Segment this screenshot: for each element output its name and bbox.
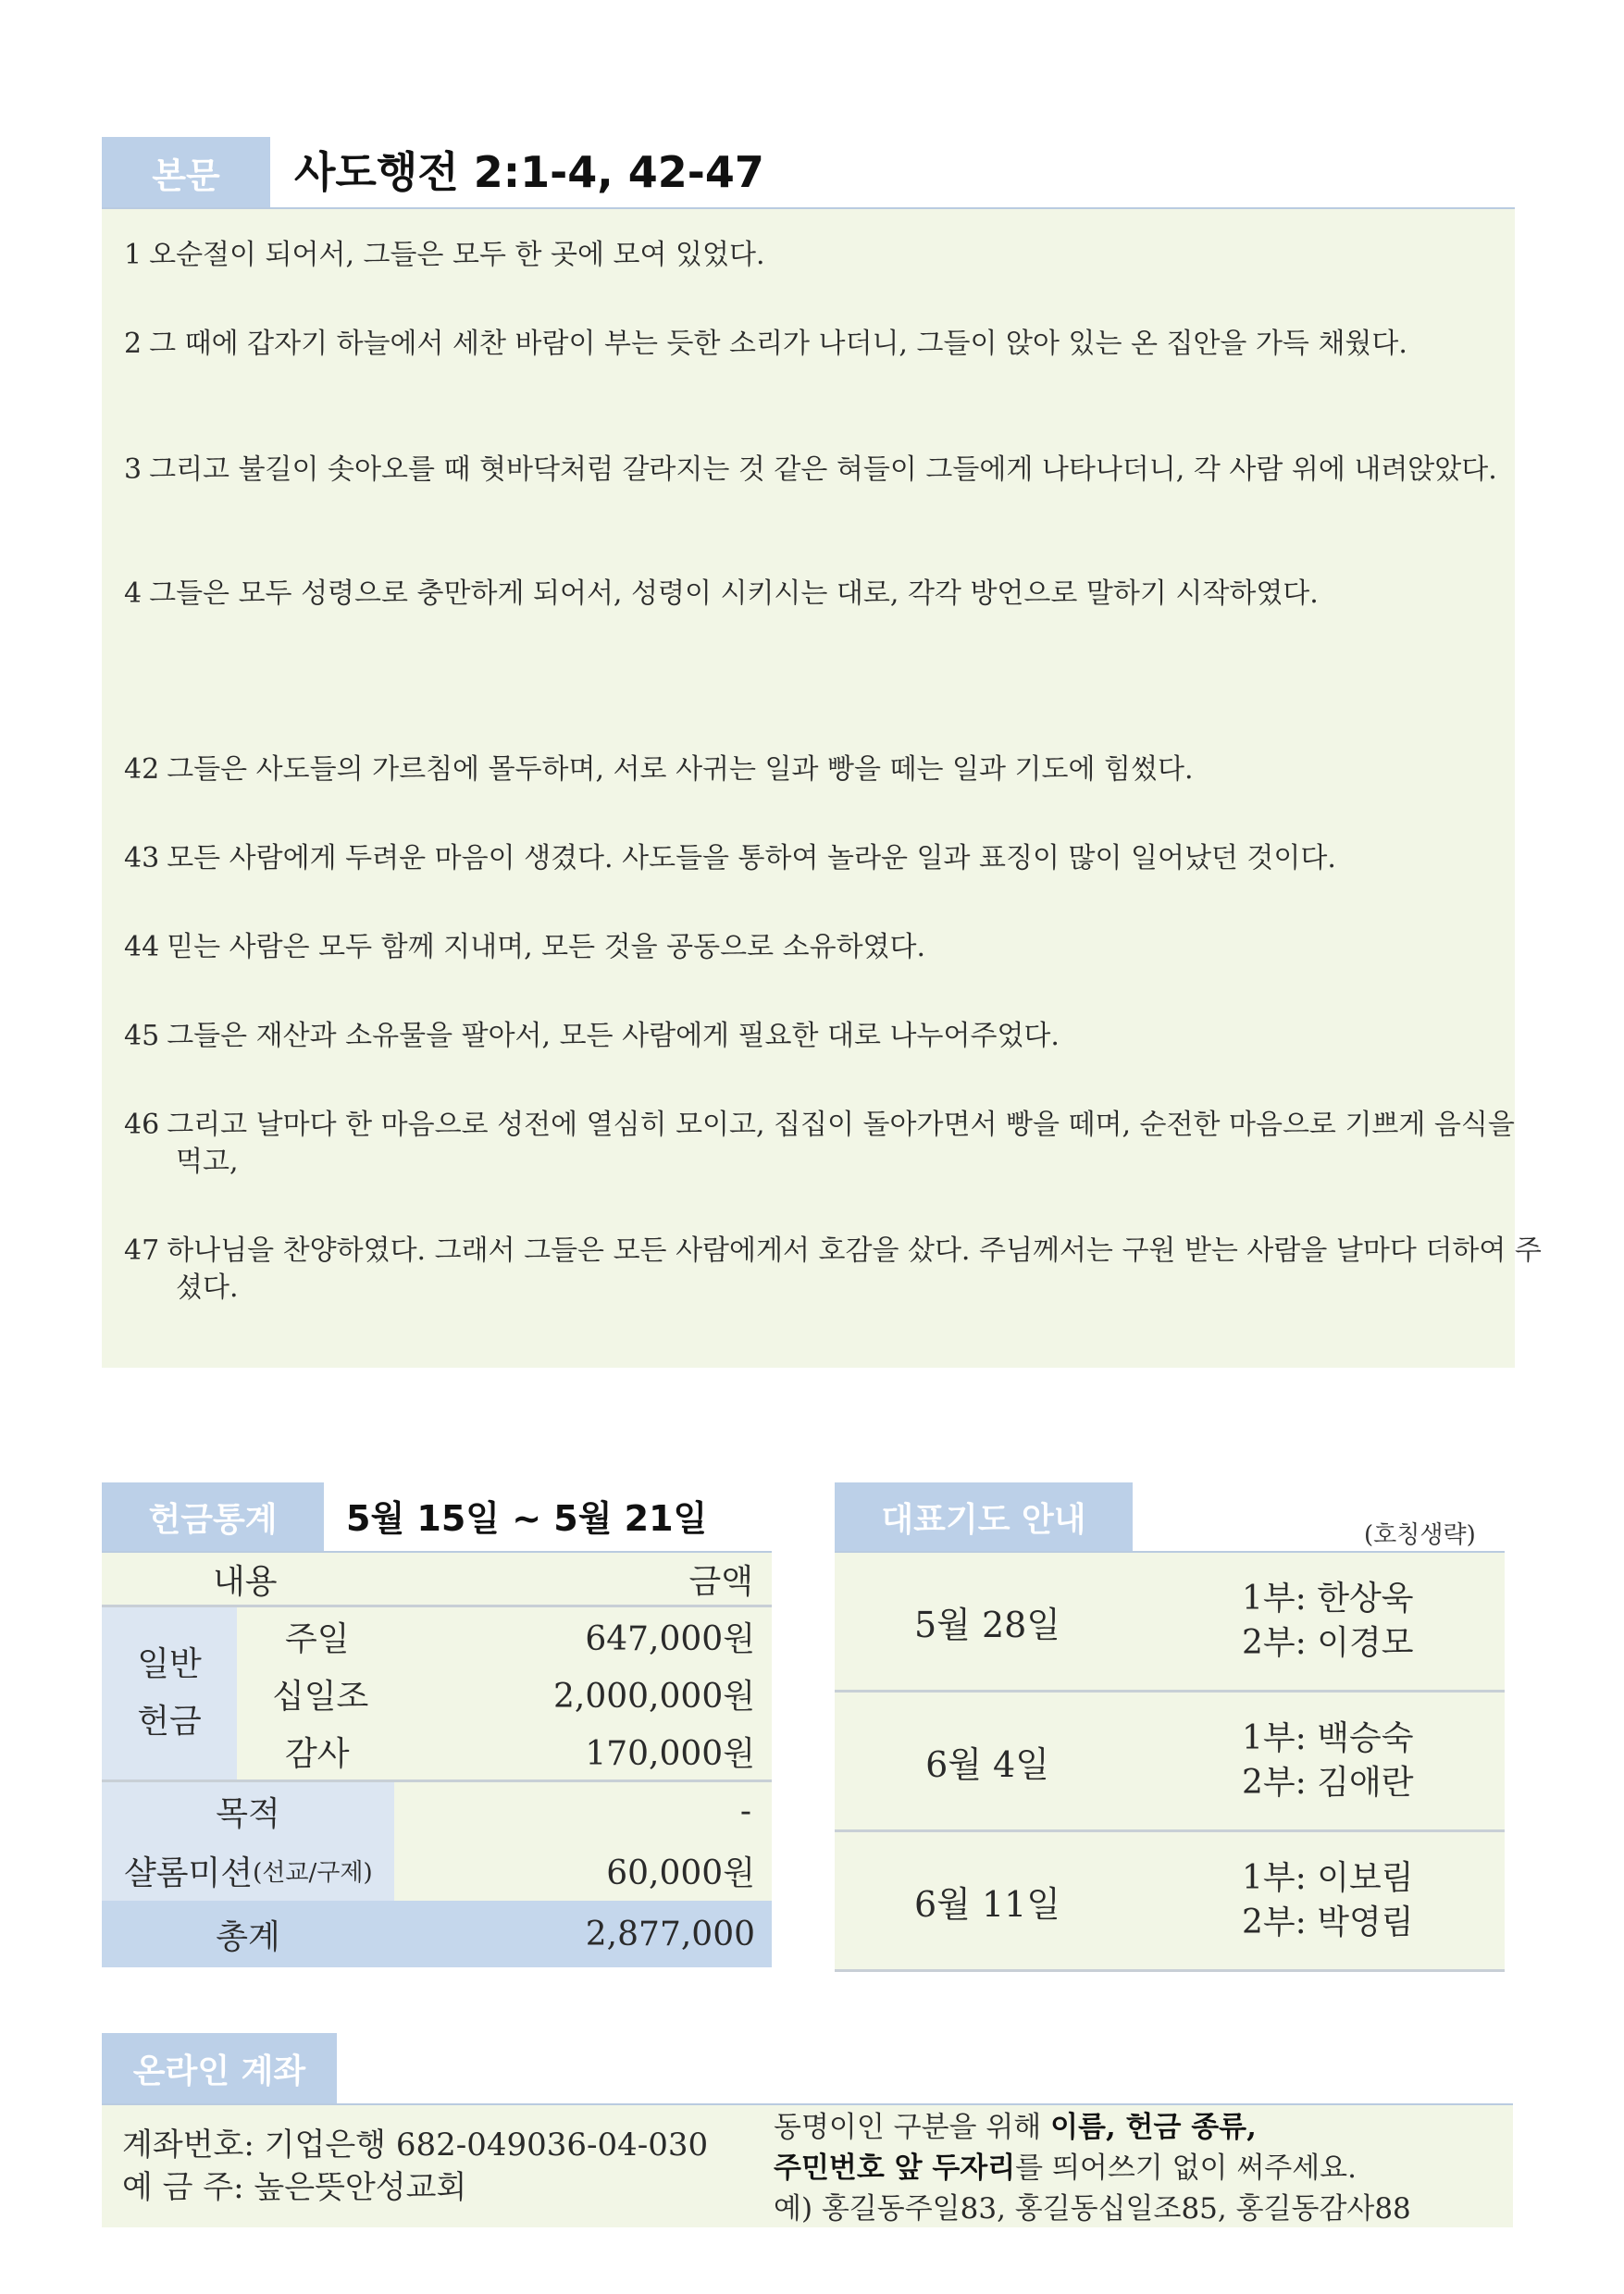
scripture-reference: 사도행전 2:1-4, 42-47 [294, 147, 764, 197]
general-offering-label: 일반 헌금 [102, 1607, 237, 1779]
prayer-tag: 대표기도 안내 [835, 1482, 1133, 1551]
verse: 46 그리고 날마다 한 마음으로 성전에 열심히 모이고, 집집이 돌아가면서 빵을 떼며, 순전한 마음으로 기쁘게 음식을 먹고, [124, 1109, 1515, 1178]
account-note-line: 주민번호 앞 두자리를 띄어쓰기 없이 써주세요. [774, 2151, 1357, 2185]
table-row: 십일조 2,000,000원 [272, 1677, 755, 1716]
verse: 1 오순절이 되어서, 그들은 모두 한 곳에 모여 있었다. [124, 239, 765, 271]
verse: 47 하나님을 찬양하였다. 그래서 그들은 모든 사람에게서 호감을 샀다. 주님께서는 구원 받는 사람을 날마다 더하여 주셨다. [124, 1234, 1542, 1304]
table-row: 샬롬미션 (선교/구제) 60,000원 [124, 1854, 755, 1892]
offering-period: 5월 15일 ~ 5월 21일 [346, 1498, 708, 1539]
table-row: 주일 647,000원 [285, 1619, 755, 1658]
header-item: 내용 [213, 1562, 278, 1601]
verse: 3 그리고 불길이 솟아오를 때 혓바닥처럼 갈라지는 것 같은 혀들이 그들에게 나타나더니, 각 사람 위에 내려앉았다. [124, 453, 1497, 486]
table-row: 목적 - [216, 1792, 751, 1833]
account-number: 계좌번호: 기업은행 682-049036-04-030 [122, 2127, 709, 2164]
total-row: 총계 2,877,000 [102, 1901, 772, 1967]
prayer-note: (호칭생략) [1364, 1521, 1476, 1549]
prayer-row: 5월 28일 1부: 한상욱 2부: 이경모 [835, 1553, 1505, 1693]
verse: 44 믿는 사람은 모두 함께 지내며, 모든 것을 공동으로 소유하였다. [124, 931, 926, 963]
table-row: 감사 170,000원 [285, 1734, 755, 1773]
account-box [102, 2103, 1513, 2227]
account-holder: 예 금 주: 높은뜻안성교회 [122, 2169, 467, 2206]
purpose-offering-block [102, 1782, 772, 1901]
account-note-line: 동명이인 구분을 위해 이름, 헌금 종류, [774, 2111, 1257, 2144]
verse: 43 모든 사람에게 두려운 마음이 생겼다. 사도들을 통하여 놀라운 일과 표징이 많이 일어났던 것이다. [124, 842, 1336, 874]
offering-tag: 헌금통계 [102, 1482, 324, 1551]
prayer-table [835, 1551, 1505, 1971]
verse: 45 그들은 재산과 소유물을 팔아서, 모든 사람에게 필요한 대로 나누어주었다. [124, 1020, 1060, 1052]
verse: 4 그들은 모두 성령으로 충만하게 되어서, 성령이 시키시는 대로, 각각 방언으로 말하기 시작하였다. [124, 577, 1319, 610]
general-offering-block [102, 1607, 772, 1782]
offering-header-row [102, 1551, 772, 1607]
scripture-box [102, 207, 1542, 1368]
prayer-row: 6월 4일 1부: 백승숙 2부: 김애란 [835, 1693, 1505, 1832]
scripture-tag: 본문 [102, 137, 270, 207]
account-note-example: 예) 홍길동주일83, 홍길동십일조85, 홍길동감사88 [774, 2192, 1411, 2226]
verse: 42 그들은 사도들의 가르침에 몰두하며, 서로 사귀는 일과 빵을 떼는 일과 기도에 힘썼다. [124, 753, 1194, 786]
verse: 2 그 때에 갑자기 하늘에서 세찬 바람이 부는 듯한 소리가 나더니, 그들이 앉아 있는 온 집안을 가득 채웠다. [124, 328, 1407, 360]
header-amount: 금액 [688, 1562, 753, 1601]
prayer-row: 6월 11일 1부: 이보림 2부: 박영림 [835, 1832, 1505, 1972]
account-tag: 온라인 계좌 [102, 2033, 337, 2103]
